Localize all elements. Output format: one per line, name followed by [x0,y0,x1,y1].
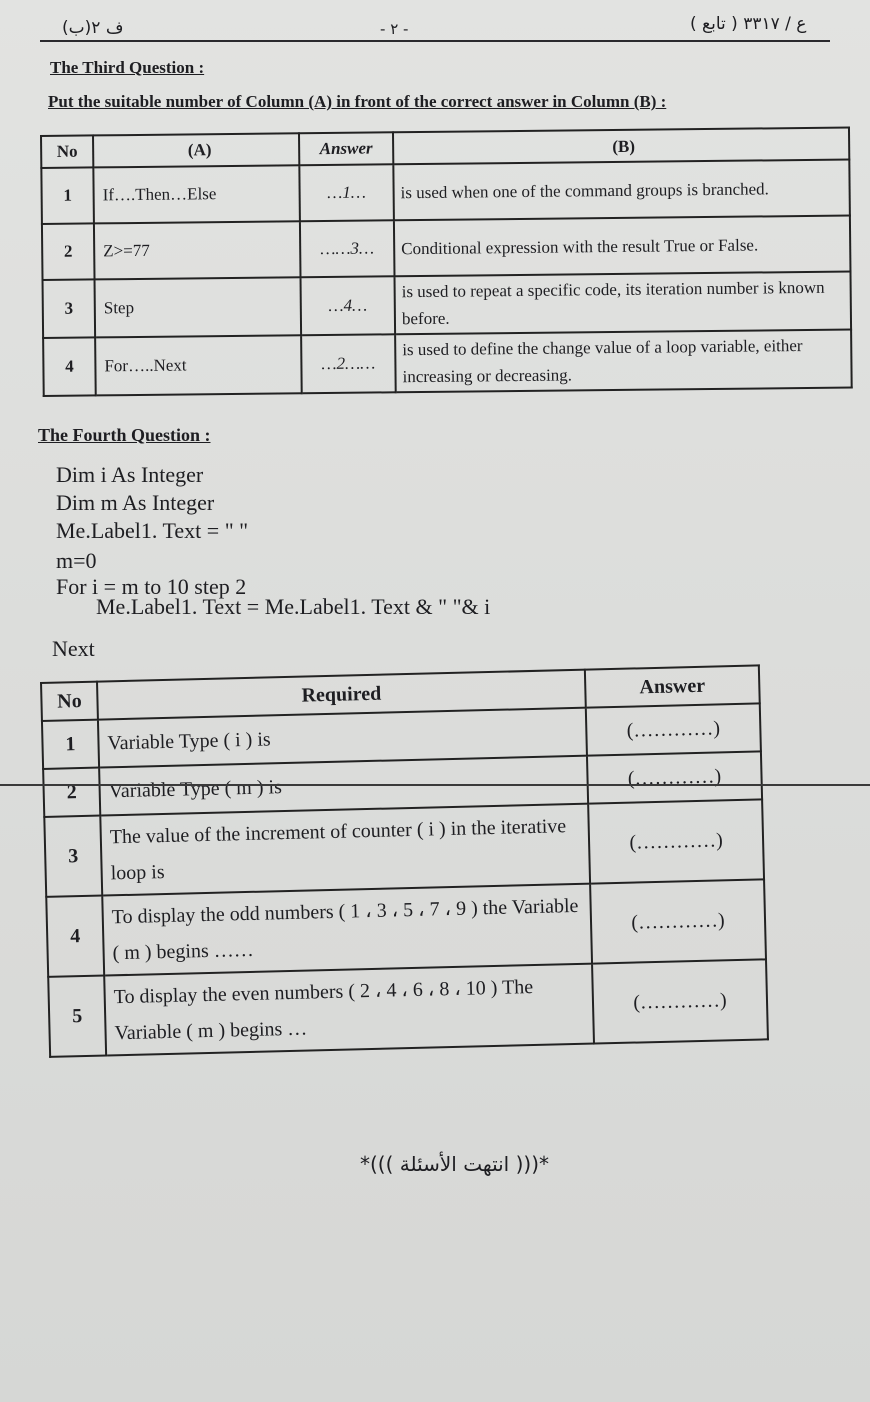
column-a-cell: Z>=77 [94,221,301,279]
header-right: ( تابع ) ع / ٣٣١٧ [690,14,807,34]
matching-table [40,127,853,397]
col-a-header: (A) [93,133,299,167]
answer-blank[interactable]: (…………) [590,879,766,963]
header-left: ف ٢(ب) [62,18,124,38]
column-b-cell: is used to repeat a specific code, its iteration number is known before. [394,272,851,335]
column-b-cell: is used when one of the command groups is branched. [393,160,850,221]
answer-blank[interactable]: (…………) [588,799,764,883]
row-number: 4 [46,896,104,977]
col-no-header: No [41,682,98,721]
column-a-cell: Step [95,277,302,337]
table-row [43,272,852,338]
row-number: 2 [42,223,95,280]
paper-fold-line [0,784,870,786]
code-line: For i = m to 10 step 2 [56,574,247,599]
column-b-cell: Conditional expression with the result True or False. [394,216,851,277]
required-cell: To display the even numbers ( 2 ، 4 ، 6 ، 8 ، 10 ) The Variable ( m ) begins … [104,964,594,1056]
required-cell: Variable Type ( m ) is [99,756,588,816]
col-required-header: Required [97,670,586,720]
fourth-question-title: The Fourth Question : [38,425,211,445]
required-cell: The value of the increment of counter ( i ) in the iterative loop is [100,804,590,896]
table-row [43,330,852,396]
answer-cell[interactable]: ……3… [300,220,395,277]
col-answer-header: Answer [299,132,393,165]
row-number: 2 [43,768,100,817]
code-line: Me.Label1. Text = " " [56,518,249,543]
code-line: Dim i As Integer [56,462,204,487]
code-line: Dim m As Integer [56,490,215,515]
table-row [48,959,768,1057]
answer-cell[interactable]: …2…… [301,334,396,393]
required-cell: Variable Type ( i ) is [98,708,587,768]
code-line: m=0 [56,548,97,573]
row-number: 5 [48,976,106,1057]
code-questions-table [40,664,769,1057]
code-line: Me.Label1. Text = Me.Label1. Text & " "& i [96,594,491,619]
page-number: - ٢ - [380,20,409,38]
column-a-cell: If….Then…Else [93,165,300,223]
row-number: 3 [44,816,102,897]
header-rule [40,40,830,42]
third-question-title: The Third Question : [50,58,205,77]
answer-blank[interactable]: (…………) [592,959,768,1043]
answer-blank[interactable]: (…………) [586,703,761,755]
row-number: 1 [41,167,94,224]
table-row [42,216,851,280]
answer-cell[interactable]: …1… [299,164,394,221]
third-question-instruction: Put the suitable number of Column (A) in front of the correct answer in Column (B) : [48,92,667,111]
column-b-cell: is used to define the change value of a loop variable, either increasing or decreasing. [395,330,852,393]
table-row [41,160,850,224]
code-line: Next [52,636,95,661]
end-of-questions: *((( انتهت الأسئلة )))* [360,1152,550,1176]
answer-blank[interactable]: (…………) [587,751,762,803]
required-cell: To display the odd numbers ( 1 ، 3 ، 5 ، 7 ، 9 ) the Variable ( m ) begins …… [102,884,592,976]
row-number: 4 [43,337,96,396]
row-number: 3 [43,279,96,338]
answer-cell[interactable]: …4… [301,276,396,335]
col-b-header: (B) [393,128,849,165]
col-answer-header: Answer [585,665,760,707]
col-no-header: No [41,135,93,168]
column-a-cell: For…..Next [95,335,302,395]
row-number: 1 [42,720,99,769]
